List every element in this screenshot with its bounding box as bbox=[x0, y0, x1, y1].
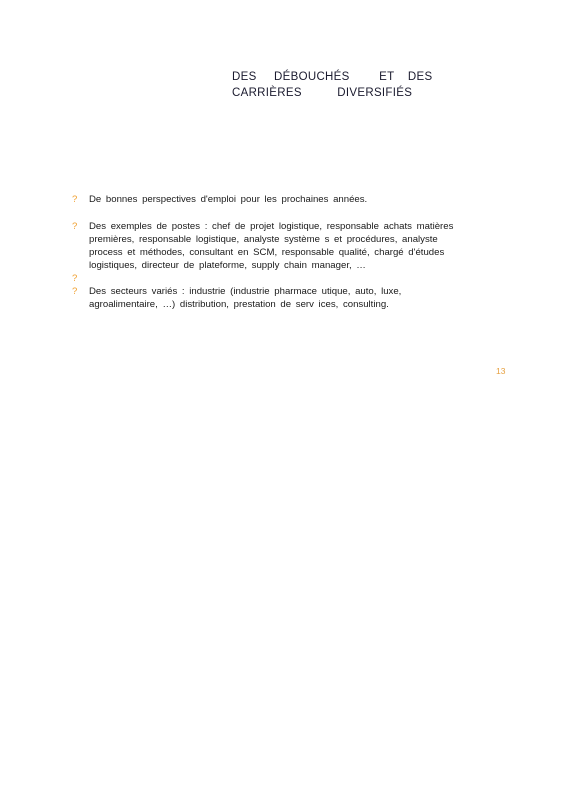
heading-word: ET bbox=[379, 71, 395, 83]
heading-word: DÉBOUCHÉS bbox=[274, 71, 350, 83]
heading-word: DIVERSIFIÉS bbox=[337, 87, 413, 99]
bullet-list bbox=[72, 193, 472, 311]
bullet-item-postes bbox=[72, 220, 472, 272]
heading-word: DES bbox=[232, 71, 257, 83]
heading-line-1 bbox=[232, 69, 432, 85]
bullet-mark-icon: ? bbox=[72, 194, 78, 205]
bullet-text: De bonnes perspectives d'emploi pour les prochaines années. bbox=[89, 194, 368, 205]
page-number: 13 bbox=[496, 366, 506, 376]
bullet-item-empty bbox=[72, 272, 472, 285]
bullet-text bbox=[89, 272, 472, 285]
page-heading bbox=[232, 69, 432, 101]
heading-line-2 bbox=[232, 85, 432, 101]
bullet-text: Des exemples de postes : chef de projet logistique, responsable achats matières premières, responsable logistique, analyste système s et procédures, analyste process et méthodes, consultant en SCM, responsable qualité, chargé d'études logistiques, directeur de plateforme, supply chain manager, … bbox=[89, 221, 454, 271]
bullet-mark-icon: ? bbox=[72, 221, 78, 232]
heading-word: CARRIÈRES bbox=[232, 87, 302, 99]
bullet-item-secteurs bbox=[72, 285, 472, 311]
bullet-mark-icon: ? bbox=[72, 286, 78, 297]
bullet-text: Des secteurs variés : industrie (industrie pharmace utique, auto, luxe, agroalimentaire, …) distribution, prestation de serv ices, consulting. bbox=[89, 286, 402, 310]
heading-word: DES bbox=[407, 71, 433, 83]
bullet-item-perspectives bbox=[72, 193, 472, 206]
bullet-mark-icon: ? bbox=[72, 273, 78, 284]
